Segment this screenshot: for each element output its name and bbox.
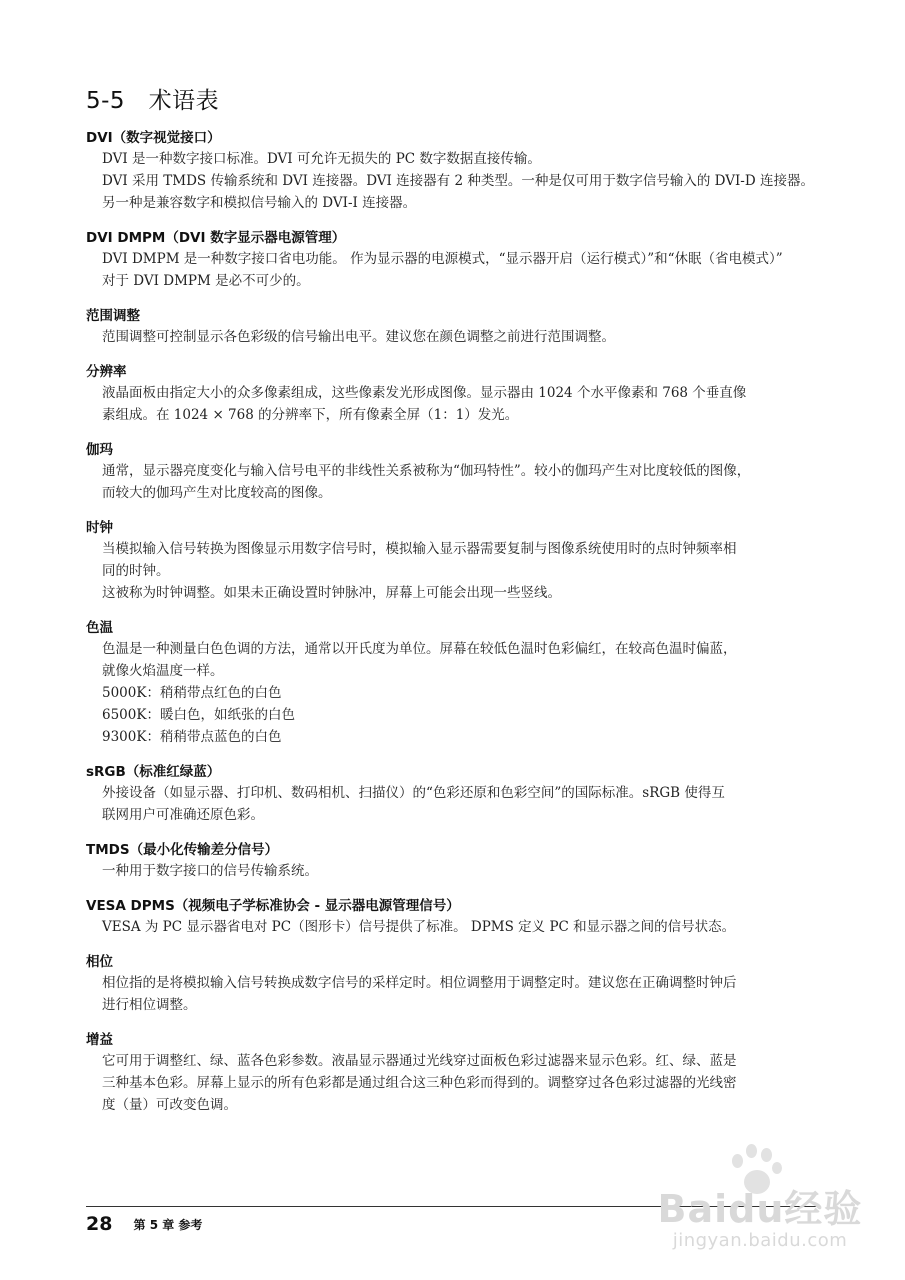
glossary-entry <box>86 306 826 348</box>
definition-line: 进行相位调整。 <box>102 997 197 1013</box>
definition-line: 色温是一种测量白色色调的方法，通常以开氏度为单位。屏幕在较低色温时色彩偏红，在较高色温时偏蓝， <box>102 641 737 657</box>
definition-line: 联网用户可准确还原色彩。 <box>102 807 264 823</box>
glossary-term: sRGB（标准红绿蓝） <box>86 764 221 780</box>
glossary-term: DVI（数字视觉接口） <box>86 130 221 146</box>
definition-line: 度（量）可改变色调。 <box>102 1097 237 1113</box>
glossary-entry <box>86 952 826 1016</box>
glossary-entry <box>86 840 826 882</box>
definition-line: 相位指的是将模拟输入信号转换成数字信号的采样定时。相位调整用于调整定时。建议您在正确调整时钟后 <box>102 975 737 991</box>
definition-line: DVI 采用 TMDS 传输系统和 DVI 连接器。DVI 连接器有 2 种类型。一种是仅可用于数字信号输入的 DVI-D 连接器。 <box>102 173 814 189</box>
definition-line: 6500K：暖白色，如纸张的白色 <box>102 707 295 723</box>
page-number: 28 <box>86 1213 113 1235</box>
glossary-term: DVI DMPM（DVI 数字显示器电源管理） <box>86 230 346 246</box>
glossary-definition <box>102 460 826 504</box>
definition-line: DVI 是一种数字接口标准。DVI 可允许无损失的 PC 数字数据直接传输。 <box>102 151 541 167</box>
definition-line: 这被称为时钟调整。如果未正确设置时钟脉冲，屏幕上可能会出现一些竖线。 <box>102 585 561 601</box>
watermark-url: jingyan.baidu.com <box>672 1230 848 1251</box>
definition-line: VESA 为 PC 显示器省电对 PC（图形卡）信号提供了标准。 DPMS 定义 PC 和显示器之间的信号状态。 <box>102 919 736 935</box>
glossary-term: 时钟 <box>86 520 113 536</box>
watermark-brand: Baidu经验 <box>657 1187 863 1231</box>
definition-line: 另一种是兼容数字和模拟信号输入的 DVI-I 连接器。 <box>102 195 417 211</box>
glossary-term: 相位 <box>86 954 113 970</box>
glossary-term: 色温 <box>86 620 113 636</box>
definition-line: 液晶面板由指定大小的众多像素组成，这些像素发光形成图像。显示器由 1024 个水平像素和 768 个垂直像 <box>102 385 747 401</box>
glossary-entry <box>86 362 826 426</box>
glossary-definition <box>102 860 826 882</box>
definition-line: 素组成。在 1024 × 768 的分辨率下，所有像素全屏（1：1）发光。 <box>102 407 519 423</box>
glossary-term: 范围调整 <box>86 308 140 324</box>
glossary-entry <box>86 1030 826 1116</box>
glossary-term: 增益 <box>86 1032 113 1048</box>
definition-line: 一种用于数字接口的信号传输系统。 <box>102 863 318 879</box>
definition-line: 5000K：稍稍带点红色的白色 <box>102 685 282 701</box>
glossary-definition <box>102 972 826 1016</box>
glossary-definition <box>102 916 826 938</box>
glossary-entry <box>86 228 826 292</box>
glossary-term: VESA DPMS（视频电子学标准协会 - 显示器电源管理信号） <box>86 898 460 914</box>
glossary-term: TMDS（最小化传输差分信号） <box>86 842 279 858</box>
glossary-definition <box>102 326 826 348</box>
glossary-list <box>86 128 826 1130</box>
glossary-definition <box>102 1050 826 1116</box>
glossary-entry <box>86 128 826 214</box>
definition-line: DVI DMPM 是一种数字接口省电功能。 作为显示器的电源模式，“显示器开启（运行模式）”和“休眠（省电模式）” <box>102 251 783 267</box>
definition-line: 9300K：稍稍带点蓝色的白色 <box>102 729 282 745</box>
definition-line: 外接设备（如显示器、打印机、数码相机、扫描仪）的“色彩还原和色彩空间”的国际标准。sRGB 使得互 <box>102 785 725 801</box>
glossary-definition <box>102 248 826 292</box>
glossary-entry <box>86 896 826 938</box>
glossary-entry <box>86 618 826 748</box>
definition-line: 当模拟输入信号转换为图像显示用数字信号时，模拟输入显示器需要复制与图像系统使用时的点时钟频率相 <box>102 541 737 557</box>
glossary-entry <box>86 518 826 604</box>
definition-line: 就像火焰温度一样。 <box>102 663 224 679</box>
glossary-definition <box>102 382 826 426</box>
glossary-definition <box>102 148 826 214</box>
page-footer <box>86 1213 202 1239</box>
definition-line: 而较大的伽玛产生对比度较高的图像。 <box>102 485 332 501</box>
definition-line: 同的时钟。 <box>102 563 170 579</box>
chapter-label: 第 5 章 参考 <box>133 1217 203 1232</box>
definition-line: 范围调整可控制显示各色彩级的信号输出电平。建议您在颜色调整之前进行范围调整。 <box>102 329 615 345</box>
glossary-definition <box>102 782 826 826</box>
glossary-definition <box>102 638 826 748</box>
glossary-definition <box>102 538 826 604</box>
definition-line: 它可用于调整红、绿、蓝各色彩参数。液晶显示器通过光线穿过面板色彩过滤器来显示色彩。红、绿、蓝是 <box>102 1053 737 1069</box>
watermark <box>640 1140 880 1280</box>
glossary-entry <box>86 440 826 504</box>
definition-line: 三种基本色彩。屏幕上显示的所有色彩都是通过组合这三种色彩而得到的。调整穿过各色彩过滤器的光线密 <box>102 1075 737 1091</box>
glossary-entry <box>86 762 826 826</box>
section-title: 5-5 术语表 <box>86 88 220 114</box>
glossary-term: 伽玛 <box>86 442 113 458</box>
definition-line: 通常，显示器亮度变化与输入信号电平的非线性关系被称为“伽玛特性”。较小的伽玛产生对比度较低的图像， <box>102 463 751 479</box>
definition-line: 对于 DVI DMPM 是必不可少的。 <box>102 273 310 289</box>
glossary-term: 分辨率 <box>86 364 127 380</box>
